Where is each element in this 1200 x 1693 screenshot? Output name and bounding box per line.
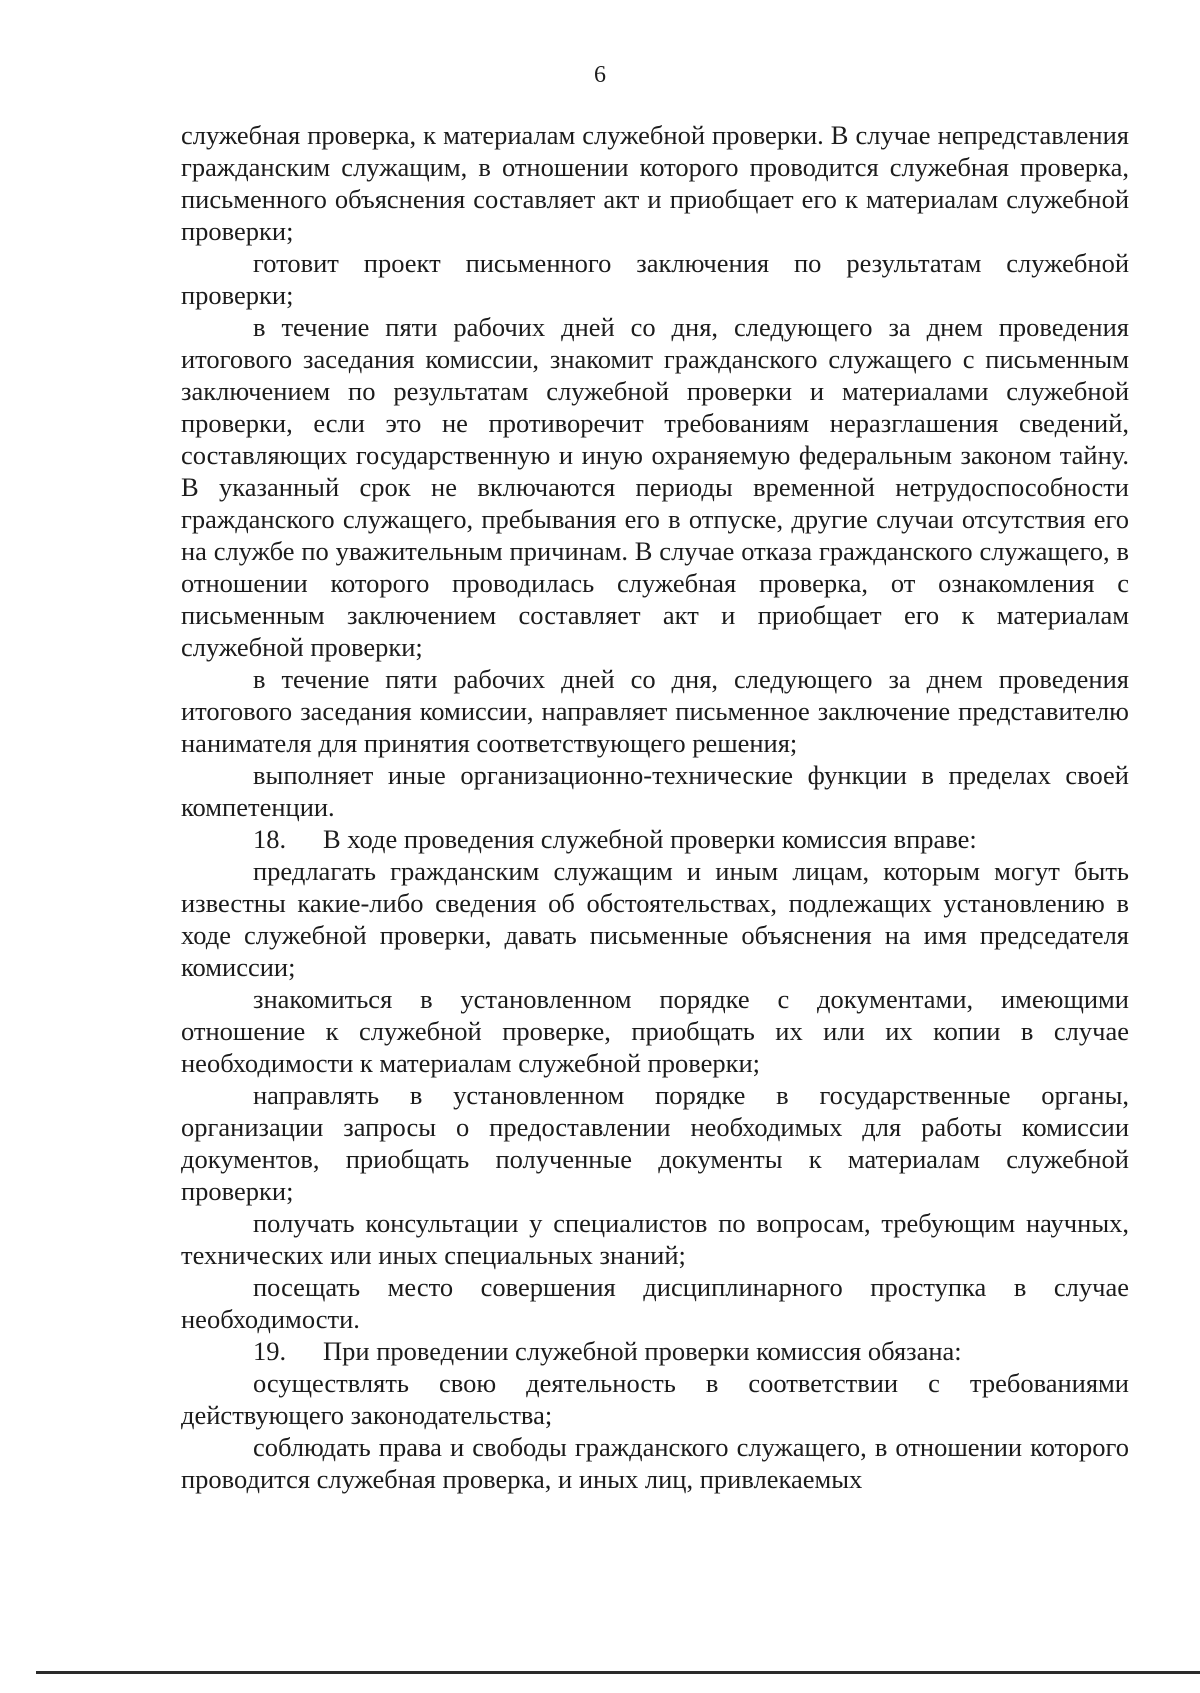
paragraph: в течение пяти рабочих дней со дня, следующего за днем проведения итогового заседания комиссии, знакомит гражданского служащего с письменным заключением по результатам служебной проверки и материалами служебной проверки, если это не противоречит требованиям неразглашения сведений, составляющих государственную и иную охраняемую федеральным законом тайну. В указанный срок не включаются периоды временной нетрудоспособности гражданского служащего, пребывания его в отпуске, другие случаи отсутствия его на службе по уважительным причинам. В случае отказа гражданского служащего, в отношении которого проводилась служебная проверка, от ознакомления с письменным заключением составляет акт и приобщает его к материалам служебной проверки;: [181, 312, 1129, 662]
paragraph: посещать место совершения дисциплинарного проступка в случае необходимости.: [181, 1272, 1129, 1334]
paragraph-number: 19.: [253, 1336, 287, 1366]
paragraph-text: В ходе проведения служебной проверки комиссия вправе:: [323, 824, 977, 854]
page-bottom-rule: [36, 1671, 1200, 1674]
paragraph: соблюдать права и свободы гражданского служащего, в отношении которого проводится служебная проверка, и иных лиц, привлекаемых: [181, 1432, 1129, 1494]
paragraph: получать консультации у специалистов по вопросам, требующим научных, технических или иных специальных знаний;: [181, 1208, 1129, 1270]
paragraph: готовит проект письменного заключения по результатам служебной проверки;: [181, 248, 1129, 310]
paragraph: направлять в установленном порядке в государственные органы, организации запросы о предоставлении необходимых для работы комиссии документов, приобщать полученные документы к материалам служебной проверки;: [181, 1080, 1129, 1206]
document-body: [181, 119, 1129, 1495]
paragraph-number: 18.: [253, 824, 287, 854]
paragraph: в течение пяти рабочих дней со дня, следующего за днем проведения итогового заседания комиссии, направляет письменное заключение представителю нанимателя для принятия соответствующего решения;: [181, 664, 1129, 758]
paragraph-text: При проведении служебной проверки комиссия обязана:: [323, 1336, 962, 1366]
paragraph: служебная проверка, к материалам служебной проверки. В случае непредставления гражданским служащим, в отношении которого проводится служебная проверка, письменного объяснения составляет акт и приобщает его к материалам служебной проверки;: [181, 120, 1129, 246]
numbered-paragraph: [181, 823, 1129, 855]
paragraph: осуществлять свою деятельность в соответствии с требованиями действующего законодательства;: [181, 1368, 1129, 1430]
numbered-paragraph: [181, 1335, 1129, 1367]
paragraph: предлагать гражданским служащим и иным лицам, которым могут быть известны какие-либо сведения об обстоятельствах, подлежащих установлению в ходе служебной проверки, давать письменные объяснения на имя председателя комиссии;: [181, 856, 1129, 982]
page-number: 6: [594, 62, 606, 88]
paragraph: знакомиться в установленном порядке с документами, имеющими отношение к служебной проверке, приобщать их или их копии в случае необходимости к материалам служебной проверки;: [181, 984, 1129, 1078]
paragraph: выполняет иные организационно-технические функции в пределах своей компетенции.: [181, 760, 1129, 822]
